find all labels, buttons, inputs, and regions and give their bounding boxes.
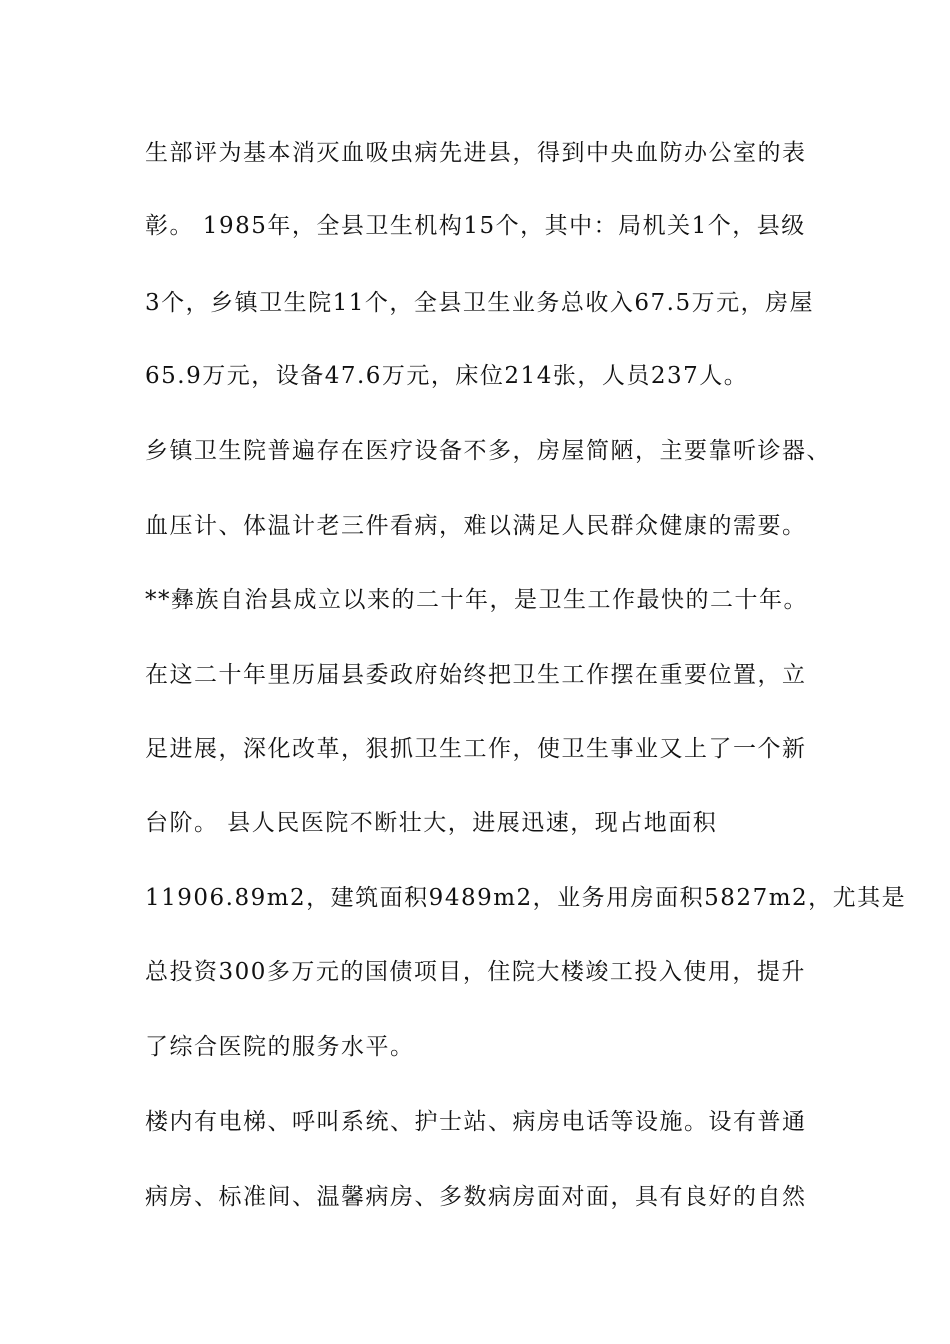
text-line: 65.9万元，设备47.6万元，床位214张，人员237人。: [145, 363, 749, 389]
text-line: 彰。 1985年，全县卫生机构15个，其中：局机关1个，县级: [145, 213, 806, 239]
text-line: 了综合医院的服务水平。: [145, 1034, 415, 1060]
text-line: 楼内有电梯、呼叫系统、护士站、病房电话等设施。设有普通: [145, 1109, 807, 1135]
text-line: 3个，乡镇卫生院11个，全县卫生业务总收入67.5万元，房屋: [145, 290, 815, 316]
text-line: 总投资300多万元的国债项目，住院大楼竣工投入使用，提升: [145, 959, 806, 985]
text-line: 在这二十年里历届县委政府始终把卫生工作摆在重要位置，立: [145, 662, 807, 688]
text-line: 11906.89m2，建筑面积9489m2，业务用房面积5827m2，尤其是: [145, 885, 907, 911]
text-line: 足进展，深化改革，狠抓卫生工作，使卫生事业又上了一个新: [145, 736, 807, 762]
text-line: 乡镇卫生院普遍存在医疗设备不多，房屋简陋，主要靠听诊器、: [145, 438, 831, 464]
text-line: 台阶。 县人民医院不断壮大，进展迅速，现占地面积: [145, 810, 718, 836]
text-line: 血压计、体温计老三件看病，难以满足人民群众健康的需要。: [145, 513, 807, 539]
text-line: 生部评为基本消灭血吸虫病先进县，得到中央血防办公室的表: [145, 140, 807, 166]
text-line: 病房、标准间、温馨病房、多数病房面对面，具有良好的自然: [145, 1184, 807, 1210]
text-line: **彝族自治县成立以来的二十年，是卫生工作最快的二十年。: [145, 587, 808, 613]
